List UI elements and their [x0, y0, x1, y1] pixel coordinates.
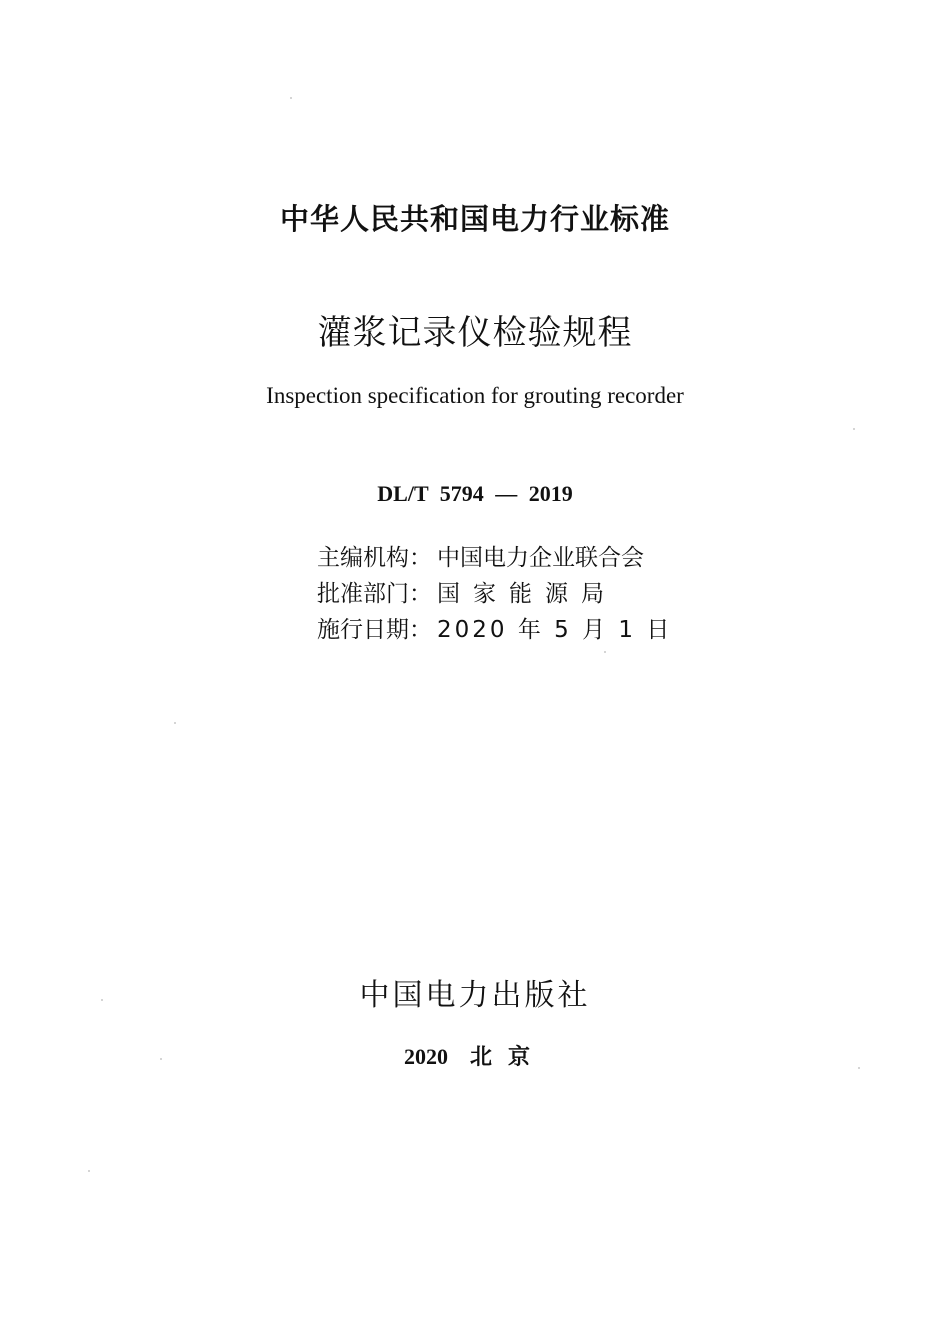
publication-year: 2020: [403, 1044, 448, 1069]
scan-speck: [88, 1170, 90, 1172]
approver-label: 批准部门：: [317, 581, 432, 607]
publication-city: 北京: [469, 1045, 546, 1070]
meta-row-effective-date: [317, 612, 672, 648]
publication-line: [0, 1040, 950, 1071]
document-title-en: Inspection specification for grouting recorder: [266, 383, 684, 408]
scan-speck: [858, 1067, 860, 1069]
standard-number: DL/T 5794 — 2019: [377, 481, 573, 506]
editor-label: 主编机构：: [317, 545, 432, 571]
metadata-block: [317, 540, 672, 648]
document-title-cn: 灌浆记录仪检验规程: [317, 313, 633, 353]
standard-heading: 中华人民共和国电力行业标准: [279, 202, 670, 236]
effective-date-value: 2020 年 5 月 1 日: [437, 617, 673, 643]
approver-value: 国家能源局: [437, 581, 617, 607]
scan-speck: [604, 651, 606, 653]
publisher-name: 中国电力出版社: [359, 978, 591, 1013]
scan-speck: [290, 97, 292, 99]
meta-row-editor: [317, 540, 672, 576]
effective-date-label: 施行日期：: [317, 617, 432, 643]
editor-value: 中国电力企业联合会: [437, 545, 644, 571]
scan-speck: [160, 1058, 162, 1060]
scan-speck: [101, 999, 103, 1001]
meta-row-approver: [317, 576, 672, 612]
scan-speck: [853, 428, 855, 430]
scan-speck: [174, 722, 176, 724]
